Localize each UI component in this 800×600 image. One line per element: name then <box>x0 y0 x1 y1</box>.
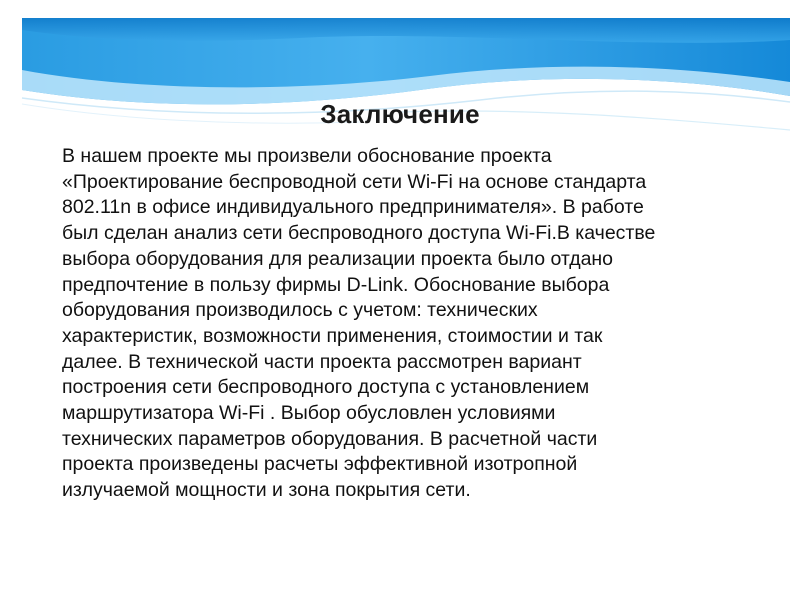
body-line: В нашем проекте мы произвели обоснование проекта <box>62 145 552 167</box>
body-line: 802.11n в офисе индивидуального предпринимателя». В работе <box>62 196 644 219</box>
body-line: технических параметров оборудования. В расчетной части <box>62 427 598 450</box>
body-line: был сделан анализ сети беспроводного доступа Wi-Fi.В качестве <box>62 222 656 245</box>
body-paragraph <box>62 144 752 504</box>
slide-title: Заключение <box>320 99 480 129</box>
body-line: построения сети беспроводного доступа с установлением <box>62 376 590 399</box>
body-line: «Проектирование беспроводной сети Wi-Fi на основе стандарта <box>62 170 647 193</box>
body-line: характеристик, возможности применения, стоимостии и так <box>62 324 603 347</box>
body-line: оборудования производилось с учетом: технических <box>62 299 538 322</box>
body-line: маршрутизатора Wi-Fi . Выбор обусловлен условиями <box>62 402 556 425</box>
body-line: выбора оборудования для реализации проекта было отдано <box>62 247 614 270</box>
body-line: предпочтение в пользу фирмы D-Link. Обоснование выбора <box>62 273 610 296</box>
body-line: излучаемой мощности и зона покрытия сети. <box>62 479 471 502</box>
body-line: далее. В технической части проекта рассмотрен вариант <box>62 350 582 373</box>
body-line: проекта произведены расчеты эффективной изотропной <box>62 453 578 476</box>
